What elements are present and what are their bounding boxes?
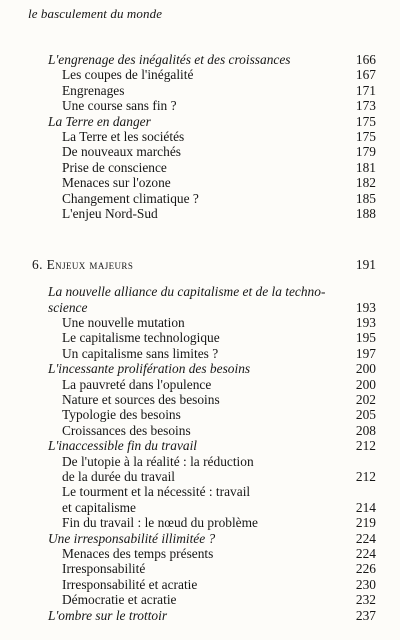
entry-page-number: 205 [355,407,376,423]
toc-section-entry [0,438,400,453]
entry-label-line2: de la durée du travail [62,469,176,484]
entry-page-number: 167 [355,67,376,83]
entry-label: Fin du travail : le nœud du problème [62,515,258,531]
entry-label: Menaces des temps présents [62,545,214,561]
toc-subsection-entry [0,577,400,592]
entry-label: La Terre et les sociétés [62,128,185,144]
toc-section-entry [0,361,400,376]
toc-subsection-entry [0,206,400,221]
entry-label: Irresponsabilité et acratie [62,576,198,592]
toc-subsection-entry [0,67,400,82]
toc-subsection-entry [0,160,400,175]
entry-page-number: 226 [355,561,376,577]
entry-label-line1: De l'utopie à la réalité : la réduction [62,453,254,469]
entry-page-number: 202 [355,392,376,408]
entry-page-number: 212 [355,469,376,484]
toc-subsection-entry [0,315,400,330]
entry-label: Une nouvelle mutation [62,315,185,331]
entry-page-number: 232 [355,592,376,608]
entry-label: L'engrenage des inégalités et des croissances [48,52,291,67]
entry-page-number: 224 [355,545,376,561]
entry-page-number: 200 [355,376,376,392]
chapter-page-number: 191 [355,257,376,273]
toc-subsection-entry [0,191,400,206]
toc-subsection-entry [0,515,400,530]
entry-label: L'ombre sur le trottoir [48,607,168,623]
toc-section-entry [0,114,400,129]
entry-label: Le capitalisme technologique [62,330,220,346]
entry-page-number: 166 [355,52,376,67]
entry-page-number: 175 [355,128,376,144]
entry-label: Une irresponsabilité illimitée ? [48,530,216,546]
toc-subsection-entry [0,377,400,392]
entry-page-number: 175 [355,113,376,129]
entry-label-line2: science [48,299,88,315]
entry-label: Menaces sur l'ozone [62,175,171,191]
toc-subsection-entry [0,346,400,361]
entry-page-number: 212 [355,438,376,454]
toc-chapter-entry [0,257,400,274]
toc-subsection-entry [0,423,400,438]
toc-subsection-entry [0,561,400,576]
toc-subsection-entry [0,407,400,422]
entry-label: Engrenages [62,82,125,98]
toc-section-1 [0,52,400,221]
entry-page-number: 219 [355,515,376,531]
entry-label: Démocratie et acratie [62,592,177,608]
entry-label: L'inaccessible fin du travail [48,438,198,454]
entry-page-number: 214 [355,499,376,515]
entry-label: Typologie des besoins [62,407,181,423]
entry-page-number: 188 [355,205,376,221]
entry-page-number: 185 [355,190,376,206]
chapter-number: 6. [32,257,43,273]
toc-subsection-entry [0,129,400,144]
entry-page-number: 197 [355,345,376,361]
entry-label: Les coupes de l'inégalité [62,67,194,83]
entry-label: Irresponsabilité [62,561,146,577]
running-head: le basculement du monde [28,6,163,21]
entry-page-number: 193 [355,315,376,331]
entry-label: La Terre en danger [48,113,151,129]
entry-page-number: 224 [355,530,376,546]
toc-subsection-entry [0,98,400,113]
entry-label: Changement climatique ? [62,190,199,206]
entry-page-number: 181 [355,159,376,175]
entry-page-number: 193 [355,299,376,315]
toc-subsection-entry [0,392,400,407]
entry-label: Une course sans fin ? [62,98,177,114]
toc-subsection-entry [0,144,400,159]
chapter-label [32,257,133,272]
entry-label: Croissances des besoins [62,422,191,438]
entry-page-number: 195 [355,330,376,346]
entry-page-number: 182 [355,175,376,191]
entry-label: De nouveaux marchés [62,144,181,160]
toc-subsection-entry [0,592,400,607]
entry-label: Nature et sources des besoins [62,392,220,408]
toc-subsection-entry [0,175,400,190]
entry-label: L'incessante prolifération des besoins [48,361,251,377]
toc-section-entry [0,52,400,67]
entry-label: La pauvreté dans l'opulence [62,376,212,392]
toc-subsection-entry [0,484,400,515]
toc-section-entry [0,608,400,623]
entry-page-number: 237 [355,607,376,623]
entry-label-line1: Le tourment et la nécessité : travail [62,484,251,500]
toc-section-entry [0,531,400,546]
chapter-title: Enjeux majeurs [46,257,134,273]
entry-label: L'enjeu Nord-Sud [62,205,158,221]
toc-subsection-entry [0,454,400,485]
entry-page-number: 200 [355,361,376,377]
toc-subsection-entry [0,83,400,98]
toc-section-2 [0,284,400,623]
entry-page-number: 171 [355,82,376,98]
entry-page-number: 173 [355,98,376,114]
entry-label: Un capitalisme sans limites ? [62,345,219,361]
table-of-contents [0,52,400,623]
entry-label: Prise de conscience [62,159,167,175]
toc-section-entry [0,284,400,315]
entry-page-number: 179 [355,144,376,160]
entry-page-number: 230 [355,576,376,592]
entry-page-number: 208 [355,422,376,438]
entry-label-line1: La nouvelle alliance du capitalisme et de la techno- [48,284,326,300]
toc-subsection-entry [0,330,400,345]
entry-label-line2: et capitalisme [62,499,136,515]
toc-subsection-entry [0,546,400,561]
